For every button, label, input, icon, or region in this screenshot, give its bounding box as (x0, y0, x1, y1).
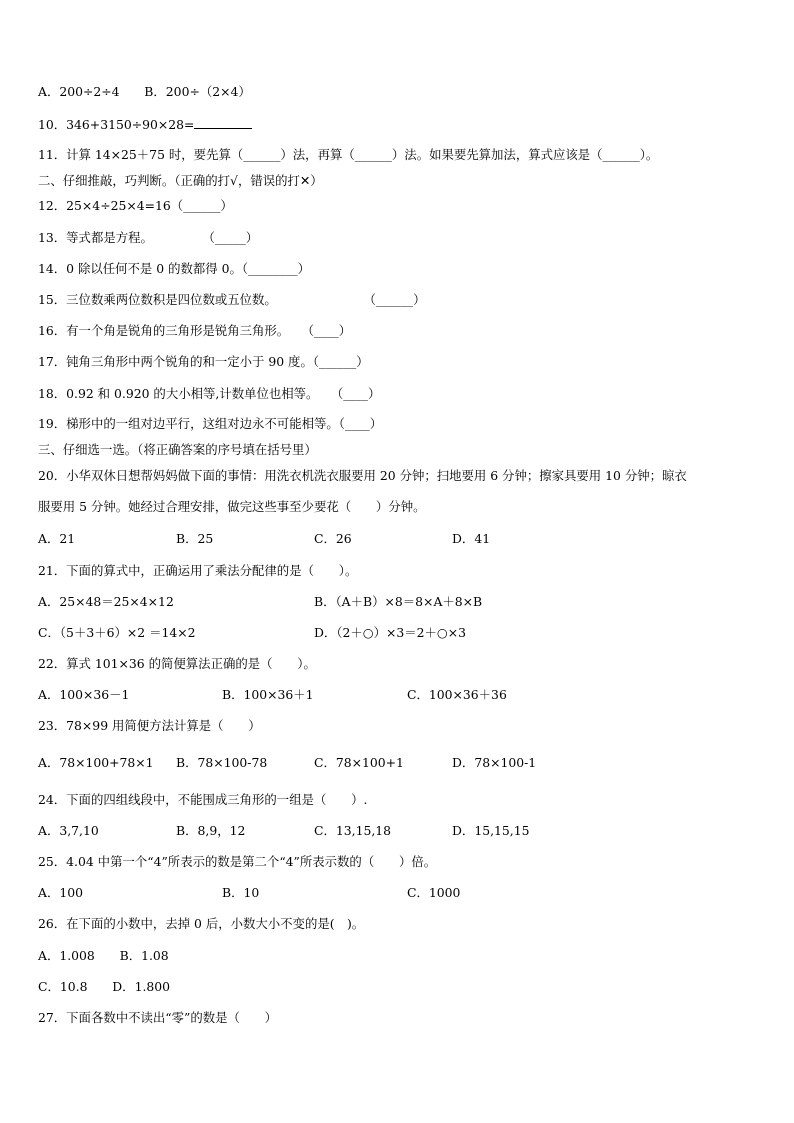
q23-option-b: B．78×100-78 (176, 755, 268, 770)
question-24: 24．下面的四组线段中，不能围成三角形的一组是（ ）. (38, 792, 368, 807)
section-2-heading: 二、仔细推敲，巧判断。（正确的打√，错误的打✕） (38, 173, 323, 188)
question-10 (38, 116, 252, 133)
q9-options: A．200÷2÷4 B．200÷（2×4） (38, 84, 251, 99)
question-15: 15．三位数乘两位数积是四位数或五位数。 （______） (38, 292, 426, 307)
question-20-line-1: 20．小华双休日想帮妈妈做下面的事情：用洗衣机洗衣服要用 20 分钟；扫地要用 6 分钟；擦家具要用 10 分钟；晾衣 (38, 468, 687, 483)
question-20-line-2: 服要用 5 分钟。她经过合理安排，做完这些事至少要花（ ）分钟。 (38, 499, 426, 514)
q23-option-c: C．78×100+1 (314, 755, 404, 770)
question-13: 13．等式都是方程。 （_____） (38, 230, 259, 245)
question-17: 17．钝角三角形中两个锐角的和一定小于 90 度。（______） (38, 354, 369, 369)
q20-option-a: A．21 (38, 531, 76, 546)
q20-option-d: D．41 (452, 531, 491, 546)
answer-blank (194, 116, 252, 129)
q22-option-b: B．100×36＋1 (222, 687, 314, 702)
q26-options-ab: A．1.008 B．1.08 (38, 948, 169, 963)
q21-option-a: A．25×48＝25×4×12 (38, 594, 174, 609)
question-14: 14．0 除以任何不是 0 的数都得 0。（________） (38, 261, 311, 276)
q21-option-d: D．（2＋○）×3＝2＋○×3 (314, 625, 466, 640)
q21-option-c: C．（5＋3＋6）×2 ＝14×2 (38, 625, 196, 640)
q25-option-c: C．1000 (407, 885, 461, 900)
question-25: 25．4.04 中第一个“4”所表示的数是第二个“4”所表示数的（ ）倍。 (38, 854, 437, 869)
question-10-text: 10．346+3150÷90×28= (38, 117, 195, 132)
question-22: 22．算式 101×36 的简便算法正确的是（ ）。 (38, 656, 316, 671)
section-3-heading: 三、仔细选一选。（将正确答案的序号填在括号里） (38, 442, 317, 457)
q22-option-a: A．100×36－1 (38, 687, 130, 702)
question-11: 11．计算 14×25＋75 时，要先算（______）法，再算（______）法。如果要先算加法，算式应该是（______）。 (38, 147, 659, 162)
question-27: 27．下面各数中不读出“零”的数是（ ） (38, 1010, 278, 1025)
q25-option-a: A．100 (38, 885, 83, 900)
q23-option-a: A．78×100+78×1 (38, 755, 154, 770)
question-21: 21．下面的算式中，正确运用了乘法分配律的是（ ）。 (38, 563, 358, 578)
question-23: 23．78×99 用简便方法计算是（ ） (38, 718, 261, 733)
q24-option-b: B．8,9，12 (176, 823, 246, 838)
q23-option-d: D．78×100-1 (452, 755, 537, 770)
q24-option-d: D．15,15,15 (452, 823, 530, 838)
question-19: 19．梯形中的一组对边平行，这组对边永不可能相等。（____） (38, 416, 383, 431)
question-26: 26．在下面的小数中，去掉 0 后，小数大小不变的是( )。 (38, 916, 365, 931)
q24-option-c: C．13,15,18 (314, 823, 392, 838)
q20-option-b: B．25 (176, 531, 214, 546)
q24-option-a: A．3,7,10 (38, 823, 99, 838)
q22-option-c: C．100×36＋36 (407, 687, 507, 702)
q20-option-c: C．26 (314, 531, 352, 546)
question-12: 12．25×4÷25×4=16（______） (38, 198, 233, 213)
question-16: 16．有一个角是锐角的三角形是锐角三角形。 （____） (38, 323, 352, 338)
q26-options-cd: C．10.8 D．1.800 (38, 979, 171, 994)
q21-option-b: B．（A＋B）×8＝8×A＋8×B (314, 594, 483, 609)
question-18: 18．0.92 和 0.920 的大小相等,计数单位也相等。 （____） (38, 386, 381, 401)
q25-option-b: B．10 (222, 885, 260, 900)
